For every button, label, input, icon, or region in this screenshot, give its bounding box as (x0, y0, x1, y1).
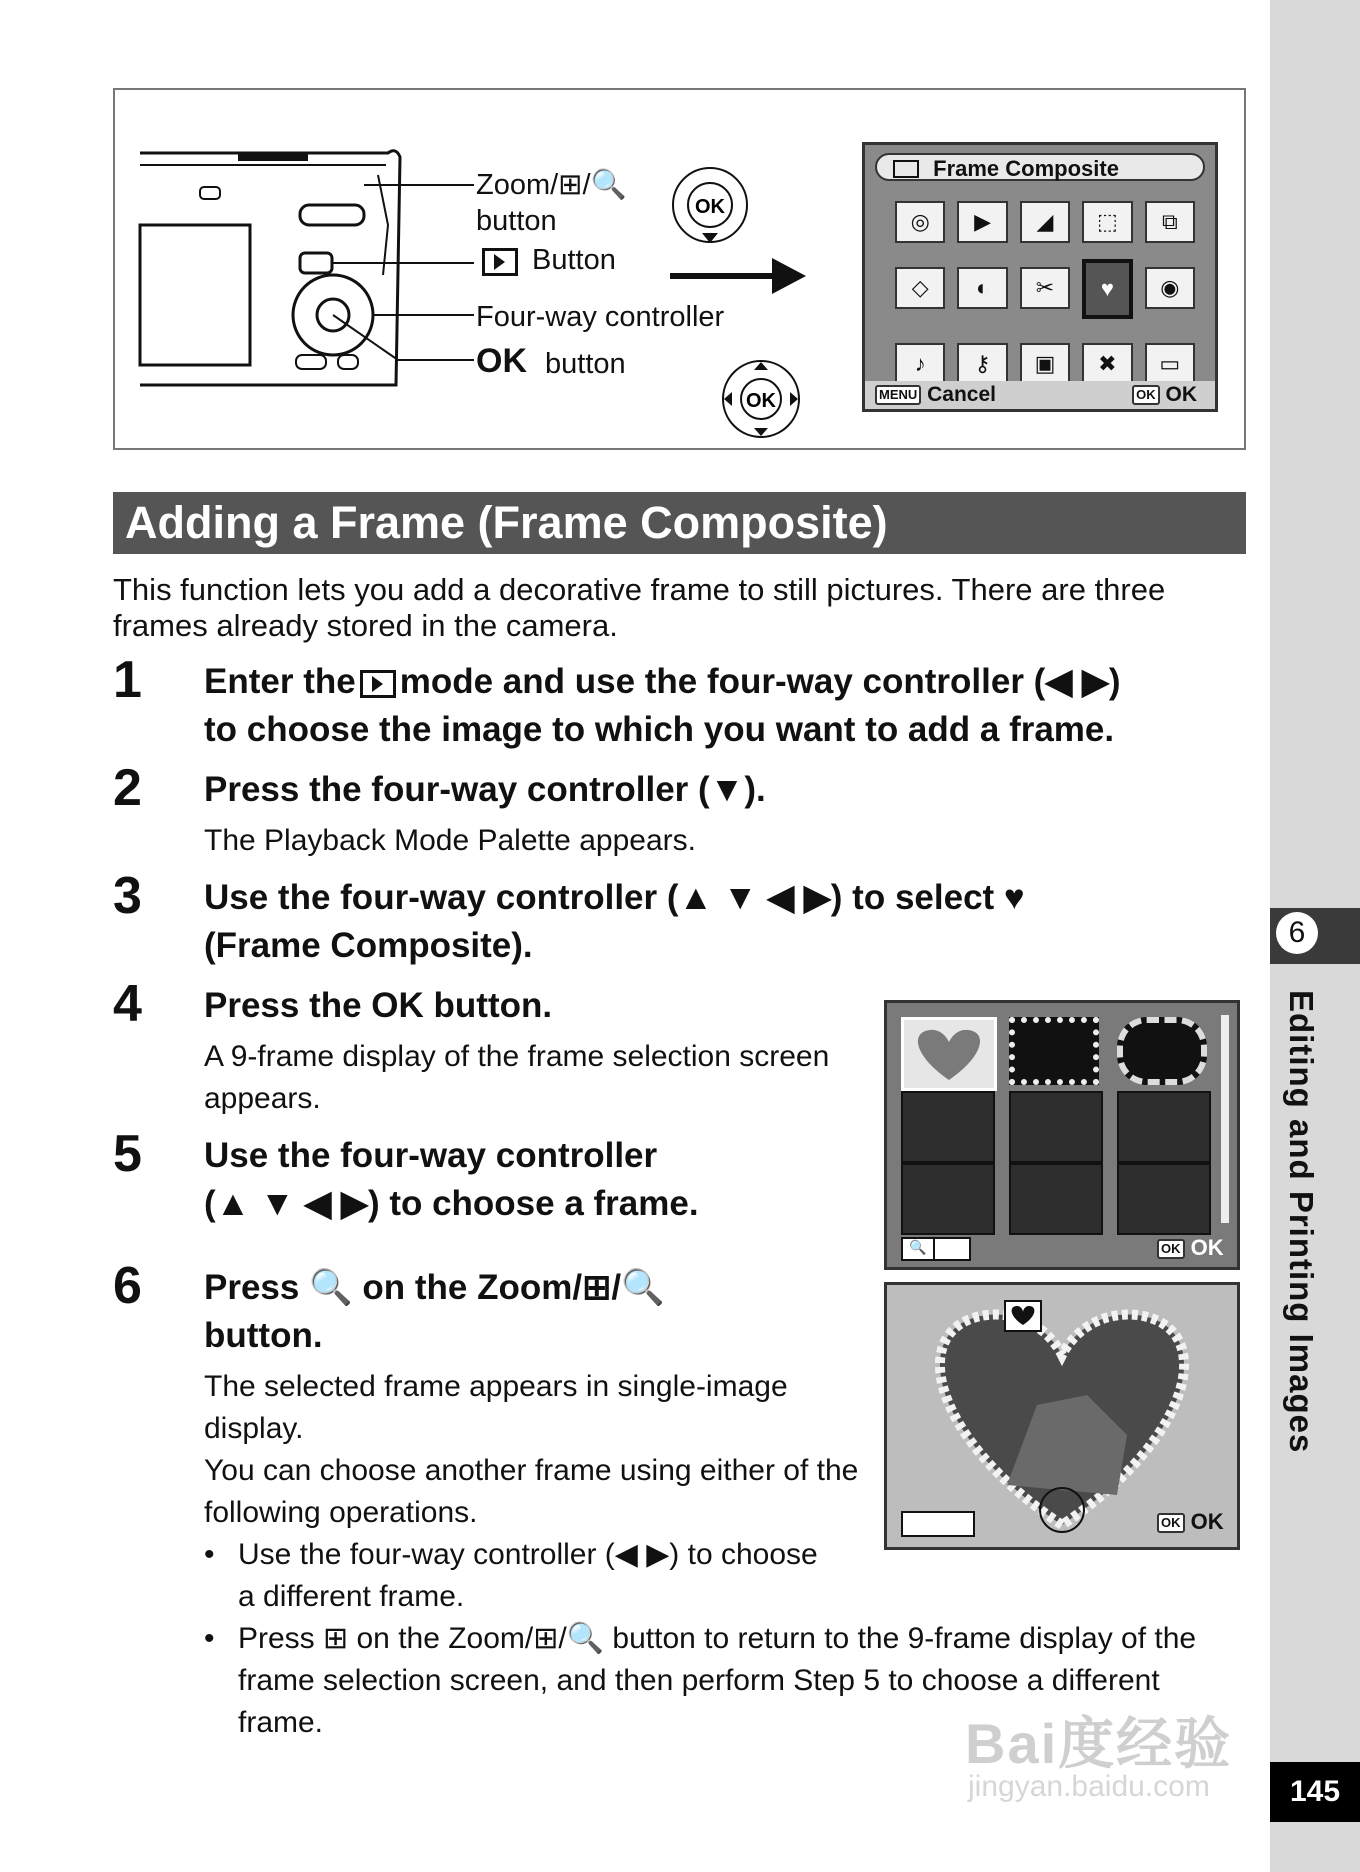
step-1-text-cont: to choose the image to which you want to add a frame. (204, 710, 1115, 749)
palette-title-bar (875, 153, 1205, 181)
step-4-text: Press the OK button. (204, 986, 553, 1025)
chapter-title: Editing and Printing Images (1283, 990, 1320, 1454)
ok-label: button (545, 348, 626, 380)
single-image-screen (884, 1282, 1240, 1550)
screen1-ok[interactable]: OK OK (1157, 1235, 1224, 1261)
cancel-label[interactable]: Cancel (927, 383, 996, 406)
palette-title: Frame Composite (933, 156, 1119, 181)
delete-icon[interactable]: ✖ (1082, 343, 1132, 385)
step-number-6: 6 (113, 1257, 142, 1315)
watermark-url: jingyan.baidu.com (968, 1770, 1210, 1803)
step-5-text: Use the four-way controller (204, 1136, 658, 1175)
svg-text:OK: OK (746, 390, 776, 412)
step-6-sub1: The selected frame appears in single-image display. (204, 1370, 788, 1445)
step-2-text: Press the four-way controller (▼). (204, 770, 766, 809)
bullet-dot-1: • (204, 1538, 215, 1571)
rotate-icon[interactable]: ◇ (895, 267, 945, 309)
zoom-box (933, 1237, 971, 1261)
controller-label: Four-way controller (476, 301, 725, 333)
screen2-ok[interactable]: OK OK (1157, 1509, 1224, 1535)
frame-thumb-heart[interactable] (901, 1017, 997, 1091)
filter-icon[interactable]: ◐ (957, 267, 1007, 309)
play-icon[interactable]: ▶ (957, 201, 1007, 243)
step-3-text: Use the four-way controller (▲ ▼ ◀ ▶) to select ♥ (204, 878, 1025, 917)
watermark-logo: Bai度经验 (965, 1712, 1233, 1775)
frame-thumb-flowers[interactable] (1009, 1017, 1099, 1085)
ok-softkey[interactable]: OK (1165, 383, 1197, 406)
zoom-label: Zoom/⊞/🔍 (476, 169, 627, 201)
step-number-2: 2 (113, 759, 142, 817)
protect-icon[interactable]: ⚷ (957, 343, 1007, 385)
dpof-icon[interactable]: ▣ (1020, 343, 1070, 385)
palette-screen (862, 142, 1218, 412)
zoom-icon: 🔍 (901, 1237, 935, 1261)
menu-key: MENU (875, 385, 921, 405)
ok-key: OK (1132, 385, 1160, 405)
frame-thumb-empty[interactable] (1009, 1091, 1103, 1163)
page-number: 145 (1270, 1762, 1360, 1822)
step-number-1: 1 (113, 651, 142, 709)
step-number-3: 3 (113, 867, 142, 925)
copy-icon[interactable]: ⧉ (1145, 201, 1195, 243)
arrow-head-icon (668, 254, 808, 300)
cut-icon[interactable]: ✂ (1020, 267, 1070, 309)
play-mode-icon (893, 160, 919, 178)
step-number-5: 5 (113, 1125, 142, 1183)
svg-text:OK: OK (695, 196, 725, 218)
step-6-sub2: You can choose another frame using either of the following operations. (204, 1454, 859, 1529)
intro-text: This function lets you add a decorative frame to still pictures. There are three frames already stored in the camera. (113, 572, 1166, 643)
step-5-text-cont: (▲ ▼ ◀ ▶) to choose a frame. (204, 1184, 699, 1223)
ok-label-bold: OK (476, 342, 527, 380)
step-6-bullet-2: Press ⊞ on the Zoom/⊞/🔍 button to return to the 9-frame display of the frame selection screen, and then perform Step 5 to choose a different frame. (238, 1622, 1197, 1739)
playback-mode-icon (360, 670, 396, 698)
palette-footer (865, 381, 1215, 409)
playback-icon (482, 248, 518, 276)
step-1-text: Enter the mode and use the four-way controller (◀ ▶) (204, 662, 1121, 701)
zoom-label-button: button (476, 205, 557, 237)
frame-thumb-cloud[interactable] (1117, 1017, 1207, 1085)
heart-icon (904, 1020, 994, 1088)
voice-icon[interactable]: ♪ (895, 343, 945, 385)
ok-fourway-icon (718, 356, 804, 442)
step-6-text: Press 🔍 on the Zoom/⊞/🔍 (204, 1268, 665, 1307)
step-6-bullet-1: Use the four-way controller (◀ ▶) to choose a different frame. (238, 1538, 818, 1613)
redeye-icon[interactable]: ◉ (1145, 267, 1195, 309)
step-number-4: 4 (113, 975, 142, 1033)
startup-icon[interactable]: ▭ (1145, 343, 1195, 385)
frame-heart-icon[interactable]: ♥ (1082, 259, 1132, 319)
frame-thumb-empty[interactable] (1009, 1163, 1103, 1235)
playback-label: Button (532, 244, 616, 276)
heart-frame-photo (887, 1285, 1237, 1547)
crop-icon[interactable]: ⬚ (1082, 201, 1132, 243)
step-3-text-cont: (Frame Composite). (204, 926, 533, 965)
section-heading: Adding a Frame (Frame Composite) (113, 492, 1246, 554)
frame-thumb-empty[interactable] (901, 1091, 995, 1163)
camera-back-icon (138, 145, 478, 395)
frame-thumb-empty[interactable] (1117, 1091, 1211, 1163)
bullet-dot-2: • (204, 1622, 215, 1655)
step-6-text-cont: button. (204, 1316, 323, 1355)
frame-thumb-empty[interactable] (901, 1163, 995, 1235)
ok-down-icon (668, 165, 752, 249)
rec-icon[interactable]: ◎ (895, 201, 945, 243)
chapter-number: 6 (1276, 912, 1318, 954)
frame-thumb-empty[interactable] (1117, 1163, 1211, 1235)
scrollbar[interactable] (1221, 1015, 1229, 1223)
step-2-sub: The Playback Mode Palette appears. (204, 824, 696, 857)
grid-view-icon (901, 1511, 975, 1537)
resize-icon[interactable]: ◢ (1020, 201, 1070, 243)
frame-selection-screen (884, 1000, 1240, 1270)
step-4-sub: A 9-frame display of the frame selection screen appears. (204, 1040, 830, 1115)
palette-grid (895, 201, 1195, 401)
